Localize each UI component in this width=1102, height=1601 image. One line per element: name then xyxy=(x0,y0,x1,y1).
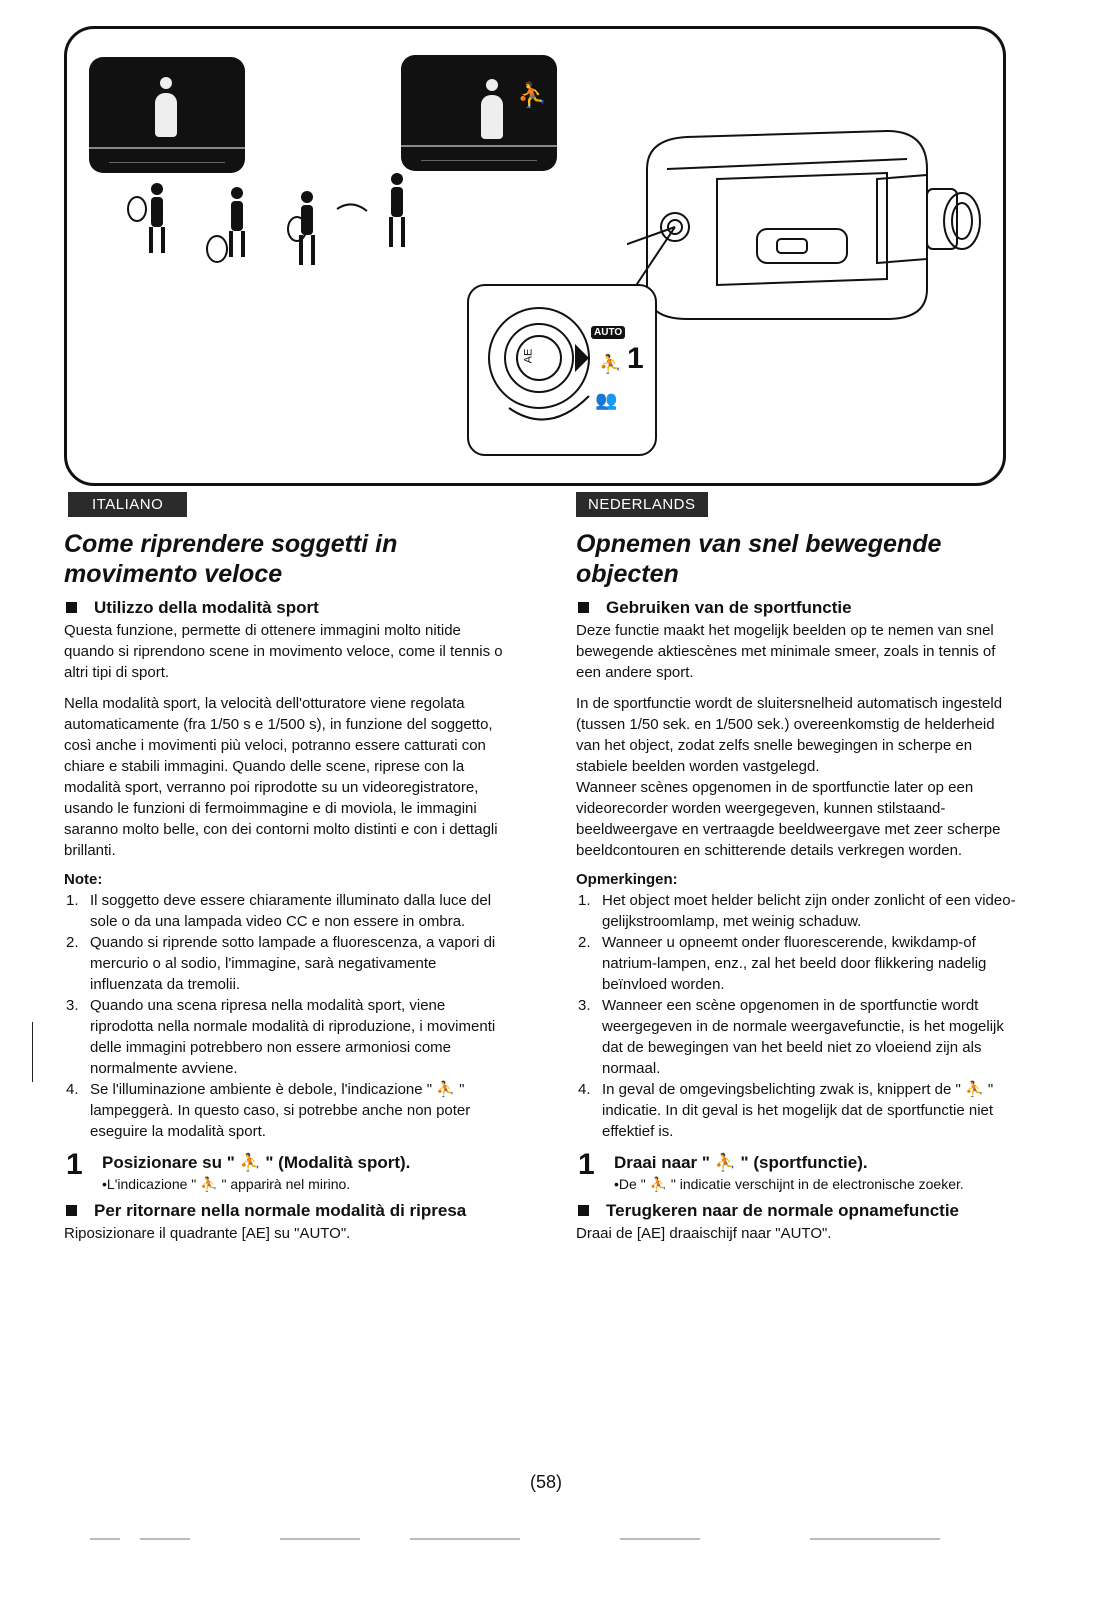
body-paragraph: In de sportfunctie wordt de sluitersnelheid automatisch ingesteld (tussen 1/50 sek. en 1/500 sek.) overeenkomstig de helderheid van het object, zodat zelfs snelle bewegingen in scherpe en stabiele beelden worden vastgelegd. xyxy=(576,695,1003,775)
margin-mark xyxy=(32,1022,33,1082)
subsection-heading: Utilizzo della modalità sport xyxy=(64,597,504,618)
sport-mode-icon: ⛹ xyxy=(599,354,622,374)
step-number: 1 xyxy=(66,1148,83,1181)
instruction-step xyxy=(64,1148,504,1194)
notes-list xyxy=(64,890,504,1142)
body-paragraph: Deze functie maakt het mogelijk beelden op te nemen van snel bewegende aktiescènes met minimale smeer, zoals in tennis of een andere sport. xyxy=(576,622,996,681)
subsection-heading: Terugkeren naar de normale opnamefunctie xyxy=(576,1200,1016,1221)
note-item: 2. Quando si riprende sotto lampade a fluorescenza, a vapori di mercurio o al sodio, l'immagine, sarà negativamente influenzata da tremolii. xyxy=(66,934,496,993)
section-title: Come riprendere soggetti in movimento veloce xyxy=(64,530,398,588)
instruction-step xyxy=(576,1148,1016,1194)
subsection-heading: Gebruiken van de sportfunctie xyxy=(576,597,1016,618)
body-paragraph: Draai de [AE] draaischijf naar "AUTO". xyxy=(576,1225,832,1242)
step-title: Draai naar " ⛹ " (sportfunctie). xyxy=(614,1153,868,1172)
step-number: 1 xyxy=(578,1148,595,1181)
body-paragraph: Riposizionare il quadrante [AE] su "AUTO". xyxy=(64,1225,351,1242)
italian-column xyxy=(64,492,504,1254)
language-tag-italian: ITALIANO xyxy=(68,492,187,517)
tennis-player-figure xyxy=(155,93,177,137)
step-note: •L'indicazione " ⛹ " apparirà nel mirino. xyxy=(102,1176,351,1192)
step-note: •De " ⛹ " indicatie verschijnt in de electronische zoeker. xyxy=(614,1176,964,1192)
page-number: (58) xyxy=(530,1472,563,1492)
player-head-icon xyxy=(486,79,498,91)
note-item: 3. Quando una scena ripresa nella modalità sport, viene riprodotta nella normale modalità di riproduzione, i movimenti delle immagini potrebbero non essere armoniosi come normalmente avviene. xyxy=(66,997,496,1077)
subsection-heading: Per ritornare nella normale modalità di ripresa xyxy=(64,1200,504,1221)
note-item: 1. Il soggetto deve essere chiaramente illuminato dalla luce del sole o da una lampada video CC e non essere in ombra. xyxy=(66,892,492,930)
tennis-motion-sequence xyxy=(127,169,447,289)
player-head-icon xyxy=(160,77,172,89)
ae-dial-callout xyxy=(467,284,657,456)
ae-dial-label: AE xyxy=(522,348,535,364)
portrait-mode-icon: 👥 xyxy=(595,390,618,410)
tennis-photo-before xyxy=(89,57,245,173)
illustration-frame xyxy=(64,26,1006,486)
section-title: Opnemen van snel bewegende objecten xyxy=(576,530,942,588)
scan-noise-line xyxy=(80,1534,960,1544)
sport-mode-icon: ⛹ xyxy=(517,82,547,109)
tennis-photo-sport-mode xyxy=(401,55,557,171)
note-item: 4. Se l'illuminazione ambiente è debole, l'indicazione " ⛹ " lampeggerà. In questo caso, si potrebbe anche non poter eseguire la modalità sport. xyxy=(66,1081,471,1140)
camcorder-illustration xyxy=(627,109,987,329)
note-item: 3. Wanneer een scène opgenomen in de sportfunctie wordt weergegeven in de normale weergavefunctie, is het mogelijk dat de bewegingen van het beeld niet zo vloeiend zijn als normaal. xyxy=(578,997,1004,1077)
note-item: 1. Het object moet helder belicht zijn onder zonlicht of een video-gelijkstroomlamp, met weinig schaduw. xyxy=(578,892,1016,930)
auto-position-label: AUTO xyxy=(591,326,625,339)
note-item: 4. In geval de omgevingsbelichting zwak is, knippert de " ⛹ " indicatie. In dit geval is het mogelijk dat de sportfunctie niet effektief is. xyxy=(578,1081,994,1140)
note-item: 2. Wanneer u opneemt onder fluorescerende, kwikdamp-of natrium-lampen, enz., zal het beeld door flikkering nadelig beïnvloed worden. xyxy=(578,934,987,993)
step-title: Posizionare su " ⛹ " (Modalità sport). xyxy=(102,1153,411,1172)
notes-heading: Opmerkingen: xyxy=(576,871,678,888)
callout-step-number: 1 xyxy=(627,342,644,375)
dutch-column xyxy=(576,492,1016,1254)
notes-list xyxy=(576,890,1016,1142)
language-tag-dutch: NEDERLANDS xyxy=(576,492,708,517)
notes-heading: Note: xyxy=(64,871,103,888)
body-paragraph: Nella modalità sport, la velocità dell'otturatore viene regolata automaticamente (fra 1/50 s e 1/500 s), in funzione del soggetto, così anche i movimenti più veloci, potranno essere catturati con chiare e stabili immagini. Quando delle scene, riprese con la modalità sport, verranno poi riprodotte su un videoregistratore, usando le funzioni di fermoimmagine e di moviola, le immagini saranno molto belle, con dei contorni molto distinti e con i dettagli brillanti. xyxy=(64,695,498,859)
tennis-player-figure xyxy=(481,95,503,139)
body-paragraph: Questa funzione, permette di ottenere immagini molto nitide quando si riprendono scene in movimento veloce, come il tennis o altri tipi di sport. xyxy=(64,622,503,681)
body-paragraph: Wanneer scènes opgenomen in de sportfunctie later op een videorecorder worden weergegeven, kunnen stilstaand-beeldweergave en vertraagde beeldweergave met zeer scherpe beeldcontouren en schitterende details verkregen worden. xyxy=(576,779,1001,859)
